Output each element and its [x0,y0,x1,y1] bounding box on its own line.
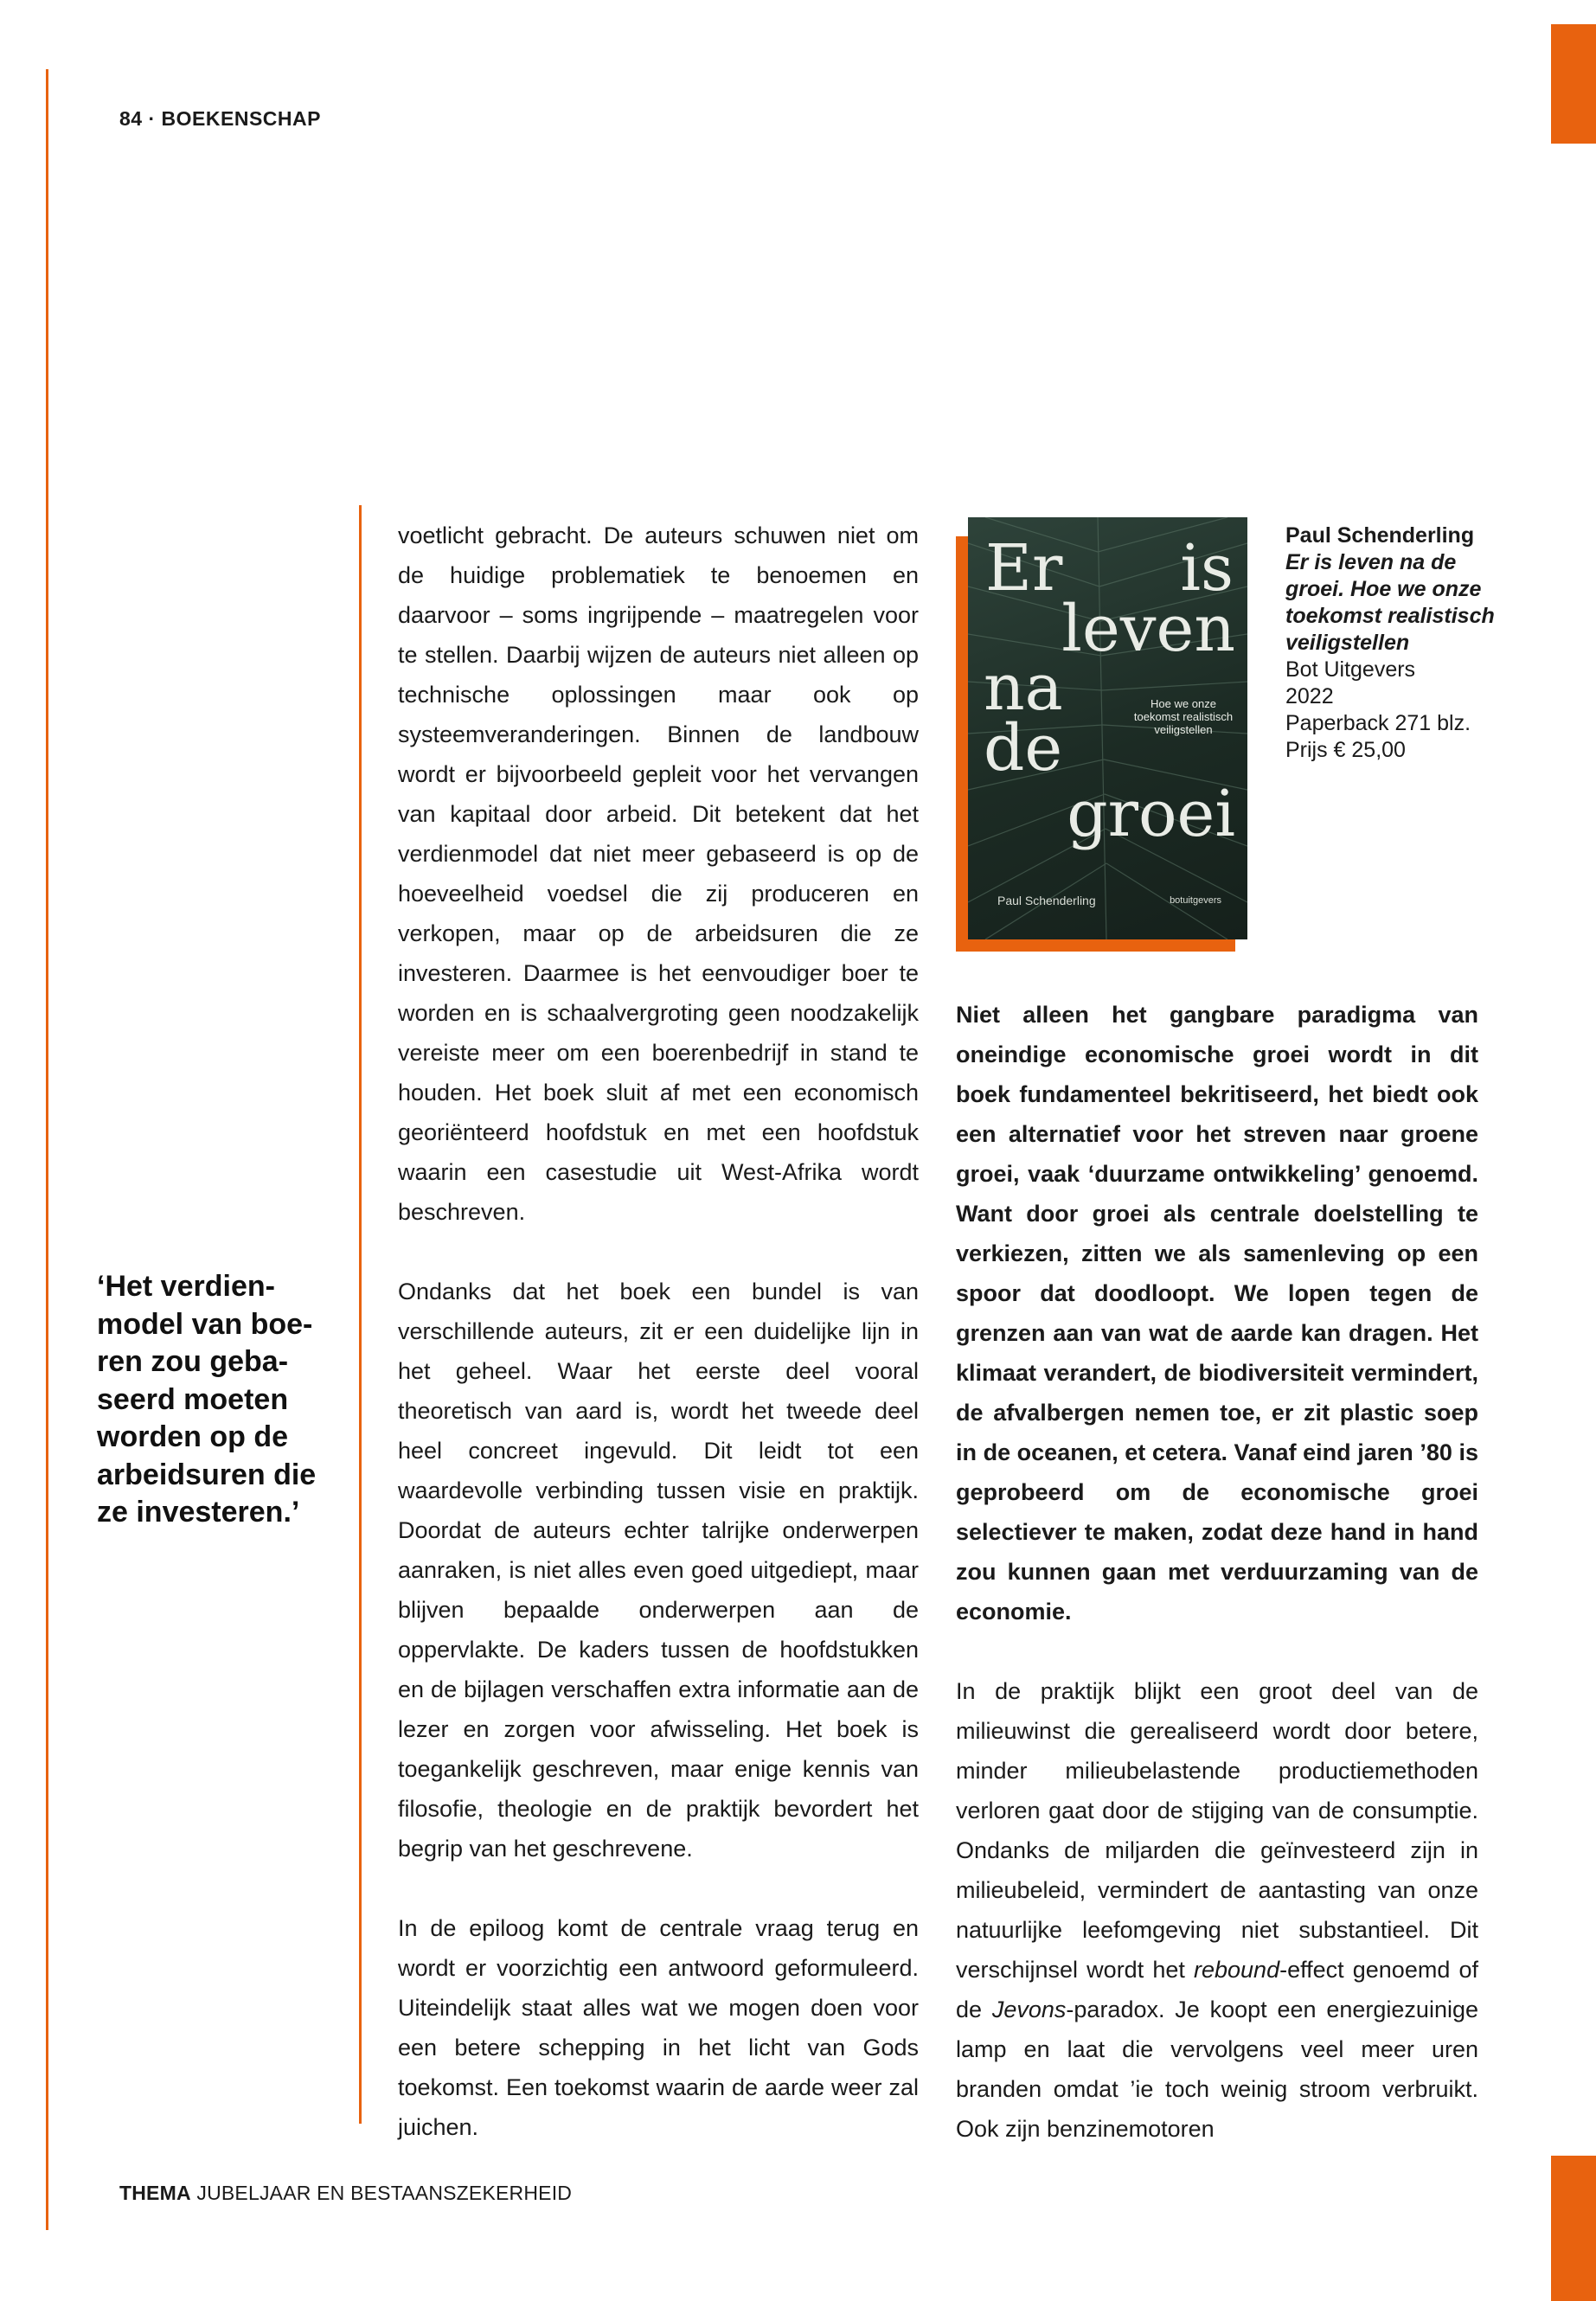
book-price: Prijs € 25,00 [1285,738,1406,762]
section-name: BOEKENSCHAP [161,107,321,130]
cover-subtitle: Hoe we onze toekomst realistisch veiligstellen [1133,697,1234,736]
cover-publisher-mark: botuitgevers [1170,895,1221,906]
book-format: Paperback 271 blz. [1285,711,1471,735]
cover-title-word: groei [1067,777,1235,851]
book-info [1285,522,1510,764]
cover-title-word: leven [1061,592,1235,666]
right-text-column [956,995,1478,2189]
footer-thema-title: JUBELJAAR EN BESTAANSZEKERHEID [190,2182,573,2204]
cover-title-word: is [1180,531,1234,606]
emphasis: Jevons [991,1997,1067,2022]
orange-edge-tab-bottom [1551,2156,1596,2301]
text-run: -paradox. Je koopt een energiezuinige lamp en laat die vervolgens veel meer uren branden omdat ’ie toch weinig stroom verbruikt. Ook zijn benzinemotoren [956,1997,1478,2142]
text-run: In de praktijk blijkt een groot deel van de milieuwinst die gerealiseerd wordt door betere, minder milieubelastende productiemethoden verloren gaat door de stijging van de consumptie. Ondanks de miljarden die geïnvesteerd zijn in milieubeleid, vermindert de aantasting van onze natuurlijke leefomgeving niet substantieel. Dit verschijnsel wordt het [956,1678,1478,1983]
running-header [119,107,321,131]
paragraph: voetlicht gebracht. De auteurs schuwen niet om de huidige problematiek te benoemen en daarvoor – soms ingrijpende – maatregelen voor te stellen. Daarbij wijzen de auteurs niet alleen op technische oplossingen maar ook op systeemveranderingen. Binnen de landbouw wordt er bijvoorbeeld gepleit voor het vervangen van kapitaal door arbeid. Dit betekent dat het verdienmodel dat niet meer gebaseerd is op de hoeveelheid voedsel die zij produceren en verkopen, maar op de arbeidsuren die ze investeren. Daarmee is het eenvoudiger boer te worden en is schaalvergroting geen noodzakelijk vereiste meer om een boerenbedrijf in stand te houden. Het boek sluit af met een economisch georiënteerd hoofdstuk en met een hoofdstuk waarin een casestudie uit West-Afrika wordt beschreven. [398,522,919,1225]
header-separator: · [142,107,162,130]
page-number: 84 [119,107,143,130]
book-title: Er is leven na de groei. Hoe we onze toekomst realistisch veiligstellen [1285,550,1495,655]
paragraph: Ondanks dat het boek een bundel is van verschillende auteurs, zit er een duidelijke lijn in het geheel. Waar het eerste deel vooral theoretisch van aard is, wordt het tweede deel heel concreet ingevuld. Dit leidt tot een waardevolle verbinding tussen visie en praktijk. Doordat de auteurs echter talrijke onderwerpen aanraken, is niet alles even goed uitgediept, maar blijven bepaalde onderwerpen aan de oppervlakte. De kaders tussen de hoofdstukken en de bijlagen verschaffen extra informatie aan de lezer en zorgen voor afwisseling. Het boek is toegankelijk geschreven, maar enige kennis van filosofie, theologie en de praktijk bevordert het begrip van het geschrevene. [398,1279,919,1862]
left-margin-rule [46,69,48,2230]
book-publisher: Bot Uitgevers [1285,657,1416,682]
text-run: -effect genoemd of de [956,1957,1478,2022]
cover-title-word: de [984,711,1063,785]
footer-thema-label: THEMA [119,2182,191,2204]
book-year: 2022 [1285,684,1334,708]
book-cover-image [968,517,1247,939]
column-divider-rule [359,505,362,2124]
cover-title-word: na [984,651,1063,725]
book-author: Paul Schenderling [1285,523,1475,548]
lead-paragraph: Niet alleen het gangbare paradigma van oneindige economische groei wordt in dit boek fundamenteel bekritiseerd, het biedt ook een alternatief voor het streven naar groene groei, vaak ‘duurzame ontwikkeling’ genoemd. Want door groei als centrale doelstelling te verkiezen, zitten we als samenleving op een spoor dat doodloopt. We lopen tegen de grenzen aan van wat de aarde kan dragen. Het klimaat verandert, de biodiversiteit vermindert, de afvalbergen nemen toe, er zit plastic soep in de oceanen, et cetera. Vanaf eind jaren ’80 is geprobeerd om de economische groei selectiever te maken, zodat deze hand in hand zou kunnen gaan met verduurzaming van de economie. [956,1002,1478,1625]
orange-edge-tab-top [1551,24,1596,144]
paragraph: In de epiloog komt de centrale vraag terug en wordt er voorzichtig een antwoord geformuleerd. Uiteindelijk staat alles wat we mogen doen voor een betere schepping in het licht van Gods toekomst. Een toekomst waarin de aarde weer zal juichen. [398,1915,919,2140]
paragraph [956,1671,1478,2149]
left-text-column [398,516,919,2187]
emphasis: rebound [1194,1957,1280,1983]
cover-title-word: Er [985,531,1063,606]
pull-quote: ‘Het verdien-model van boe-ren zou geba-seerd moeten worden op de arbeidsuren die ze investeren.’ [97,1270,317,1529]
cover-author: Paul Schenderling [997,894,1096,907]
running-footer [119,2182,572,2205]
